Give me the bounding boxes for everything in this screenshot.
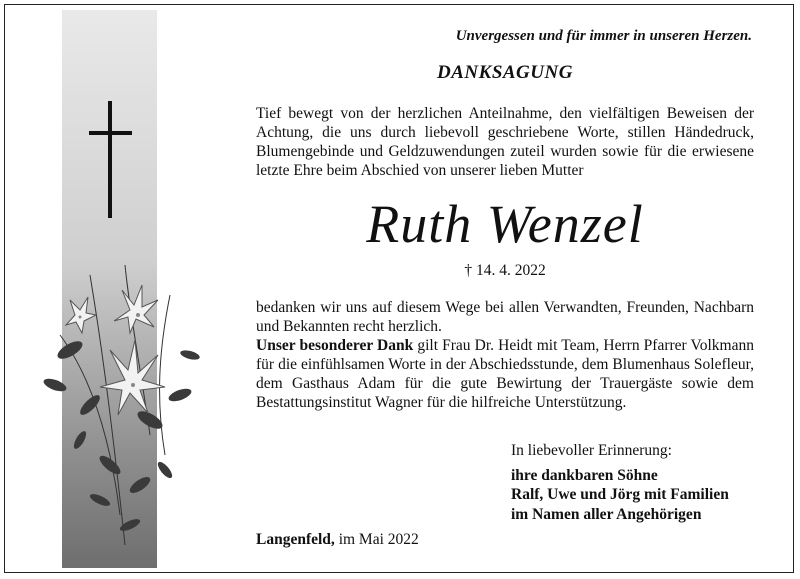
signature-intro: In liebevoller Erinnerung: <box>511 442 672 459</box>
special-thanks-label: Unser besonderer Dank <box>256 337 414 354</box>
place-city: Langenfeld, <box>256 531 335 548</box>
heading: DANKSAGUNG <box>437 62 573 83</box>
place-date-text: im Mai 2022 <box>334 531 419 548</box>
signature-line-3: im Namen aller Angehörigen <box>511 505 702 523</box>
motto: Unvergessen und für immer in unseren Herzen. <box>455 28 752 44</box>
death-date: † 14. 4. 2022 <box>464 262 546 279</box>
thanks-text <box>256 298 754 412</box>
special-thanks-text: gilt Frau Dr. Heidt mit Team, Herrn Pfarrer Volkmann für die einfühlsamen Worte in der Abschiedsstunde, dem Blumenhaus Solefleur, dem Gasthaus Adam für die gute Bewirtung der Trauergäste sowie dem Bestattungsinstitut Wagner für die hilfreiche Unterstützung. <box>256 337 754 411</box>
intro-text: Tief bewegt von der herzlichen Anteilnahme, den vielfältigen Beweisen der Achtung, die uns durch liebevoll geschriebene Worte, stillen Händedruck, Blumengebinde und Geldzuwendungen zuteil wurden sowie für die erwiesene letzte Ehre beim Abschied von unserer lieben Mutter <box>256 105 754 179</box>
deceased-name: Ruth Wenzel <box>366 194 644 254</box>
thanks-paragraph-2 <box>256 336 754 412</box>
place-date <box>256 531 419 549</box>
thanks-paragraph-1: bedanken wir uns auf diesem Wege bei allen Verwandten, Freunden, Nachbarn und Bekannten recht herzlich. <box>256 299 754 335</box>
signature-line-2: Ralf, Uwe und Jörg mit Familien <box>511 486 729 503</box>
signature-line-1: ihre dankbaren Söhne <box>511 466 658 484</box>
lily-flowers-image <box>30 255 205 550</box>
cross-icon <box>108 101 112 218</box>
signature-block <box>511 441 729 524</box>
cross-icon-bar <box>89 131 132 135</box>
